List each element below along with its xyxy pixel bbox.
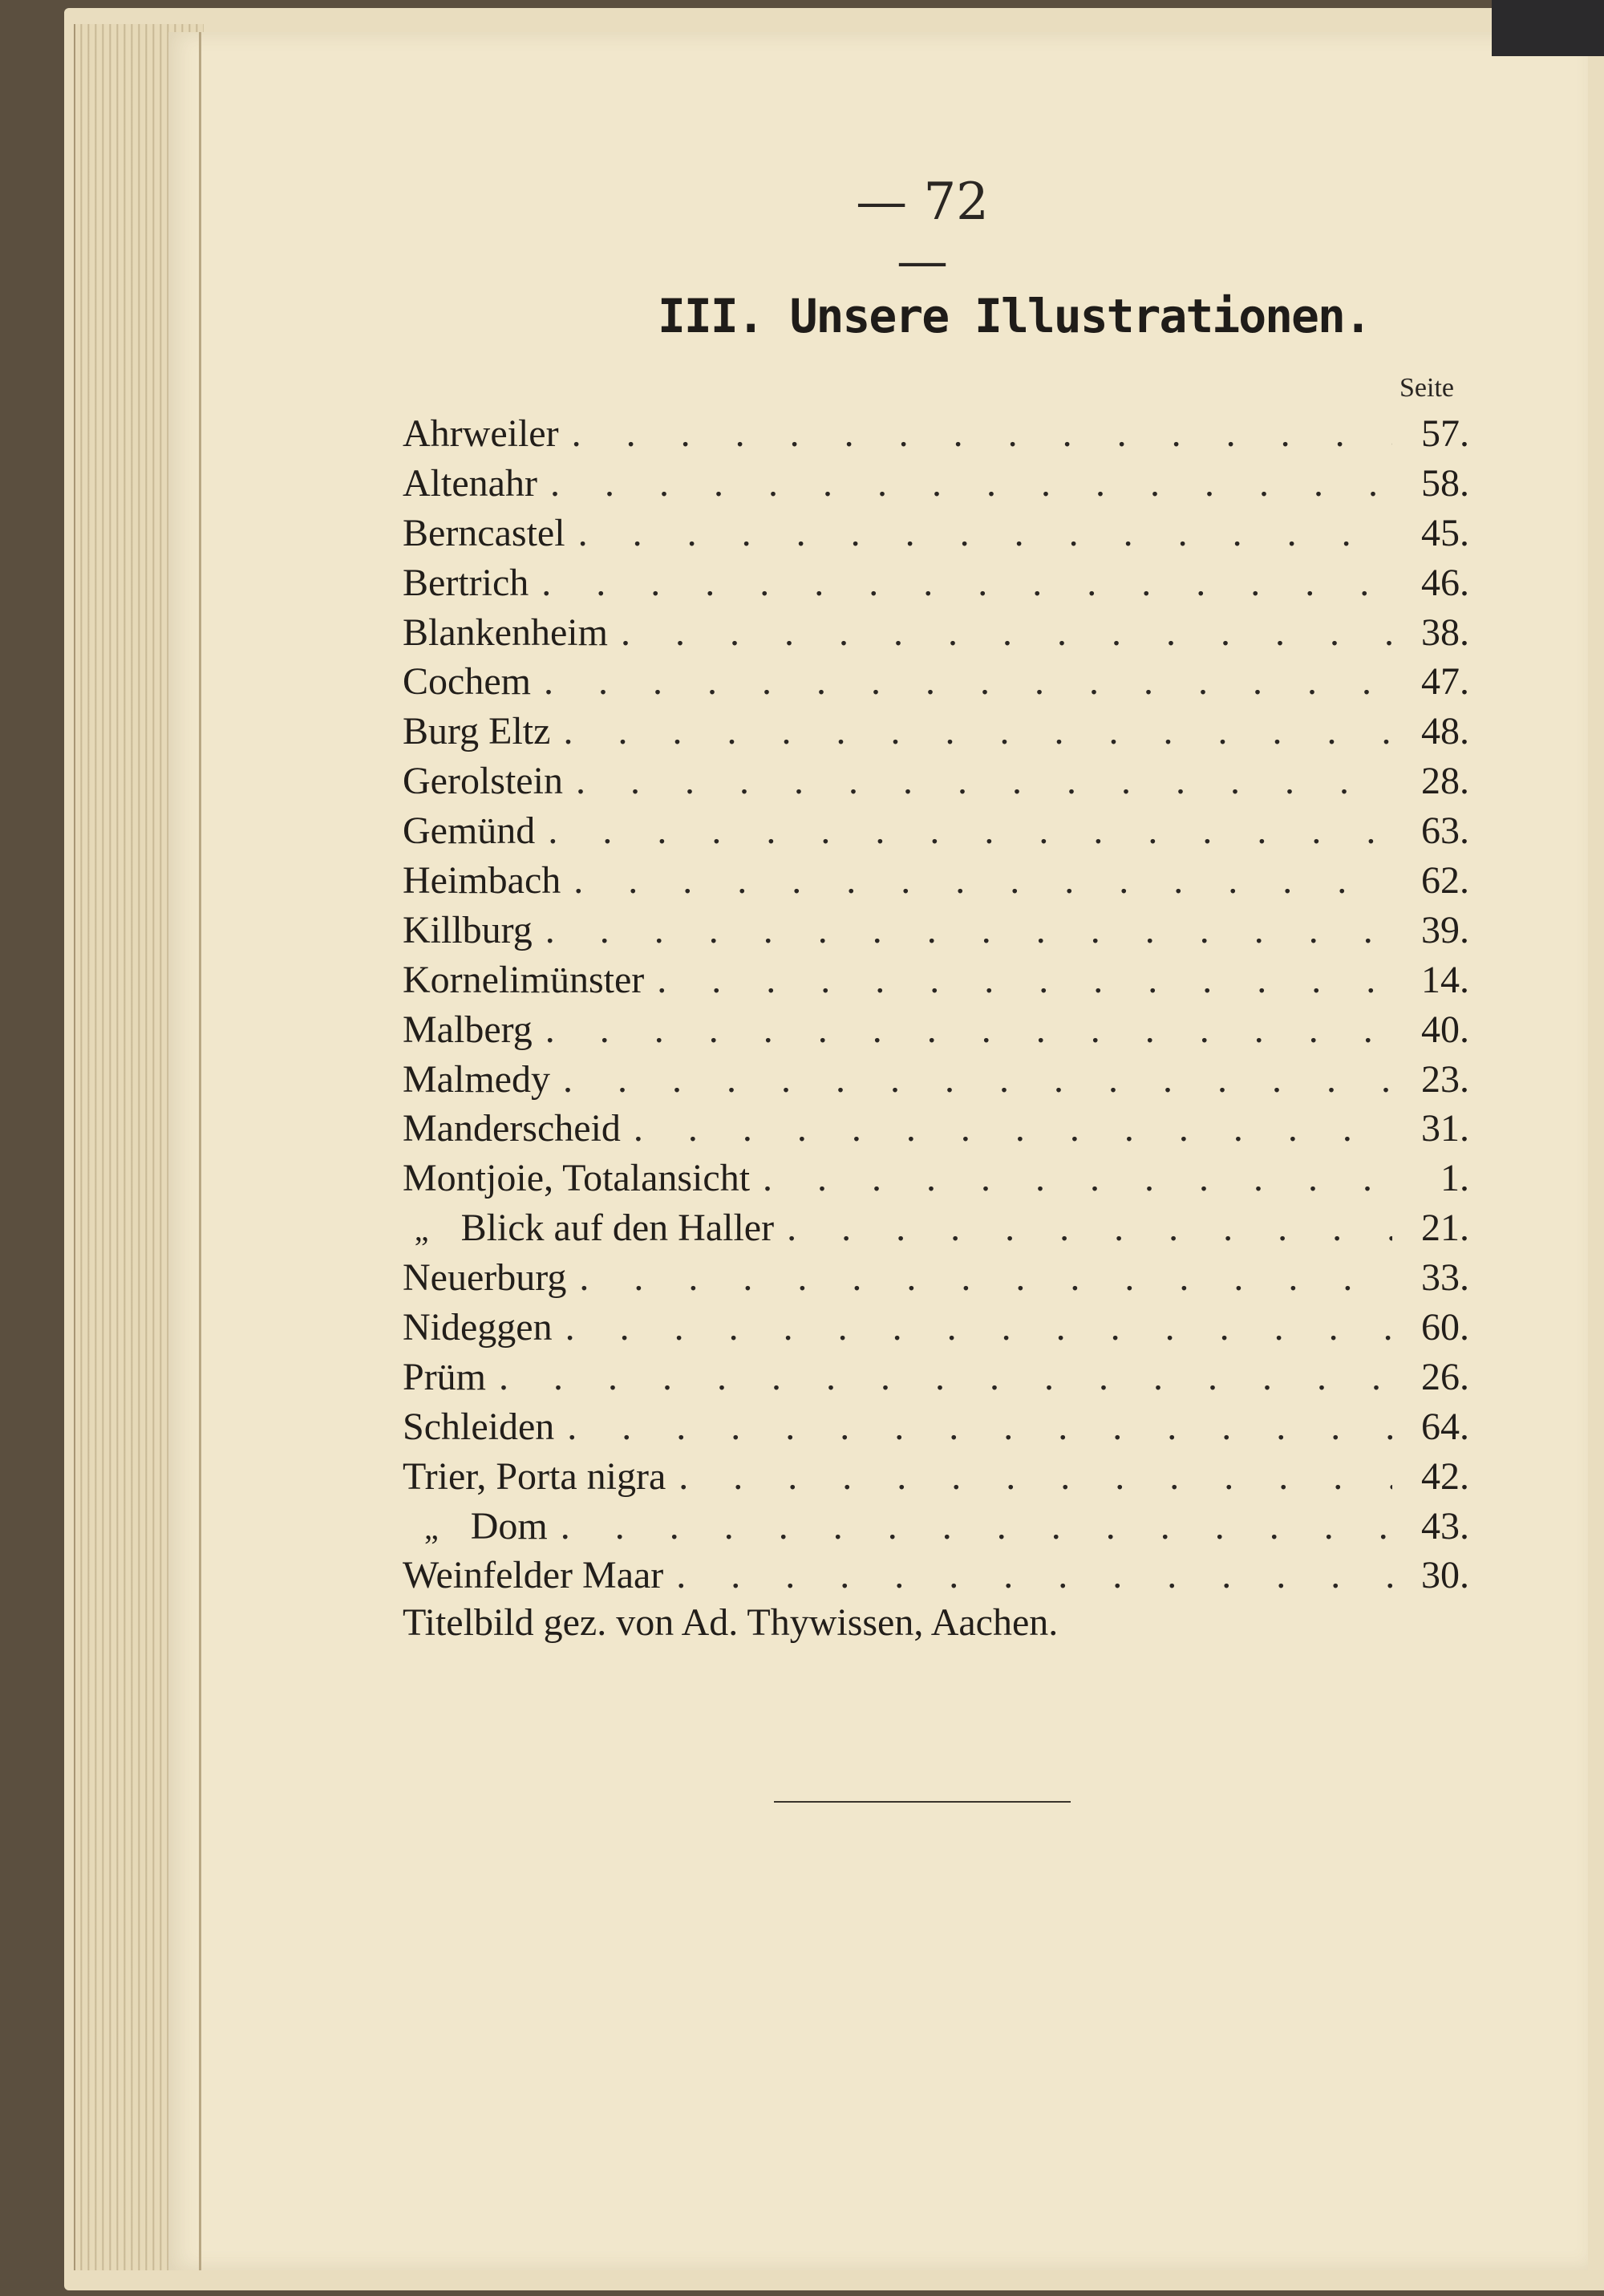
entry-name: Cochem — [403, 660, 531, 704]
entry-name: Kornelimünster — [403, 958, 645, 1001]
leader-dots — [621, 608, 1392, 658]
entry-page-number: 1. — [1440, 1157, 1469, 1200]
entry-name: Dom — [470, 1504, 548, 1548]
entry-name: Ahrweiler — [403, 412, 559, 455]
leader-dots — [787, 1203, 1392, 1253]
leader-dots — [544, 657, 1392, 707]
index-entry — [403, 1005, 1469, 1055]
page-number: — 72 — — [856, 172, 989, 291]
index-entry — [403, 657, 1469, 707]
entry-page-number: 39. — [1421, 908, 1469, 951]
leader-dots — [545, 906, 1392, 955]
entry-page-number: 63. — [1421, 809, 1469, 853]
entry-page-number: 64. — [1421, 1405, 1469, 1448]
index-entry — [403, 459, 1469, 509]
entry-page-number: 43. — [1421, 1504, 1469, 1548]
entry-page-number: 31. — [1421, 1107, 1469, 1150]
entry-name: Nideggen — [403, 1306, 553, 1349]
index-entry — [403, 509, 1469, 558]
index-entry — [403, 906, 1469, 955]
index-entry — [403, 409, 1469, 459]
leader-dots — [545, 1005, 1392, 1055]
leader-dots — [563, 1055, 1392, 1105]
entry-name: Altenahr — [403, 461, 537, 505]
index-entry — [403, 1203, 1469, 1253]
entry-page-number: 23. — [1421, 1057, 1469, 1101]
title-image-credit: Titelbild gez. von Ad. Thywissen, Aachen. — [403, 1601, 1059, 1644]
ditto-mark: „ — [423, 1509, 439, 1546]
illustration-index — [403, 409, 1469, 1600]
entry-page-number: 33. — [1421, 1256, 1469, 1300]
entry-page-number: 40. — [1421, 1008, 1469, 1051]
entry-name: Berncastel — [403, 511, 565, 554]
cover-corner — [1492, 0, 1604, 56]
index-entry — [403, 1253, 1469, 1303]
entry-name: Blankenheim — [403, 611, 608, 654]
ditto-mark: „ — [414, 1211, 429, 1248]
leader-dots — [567, 1402, 1392, 1452]
entry-name: Neuerburg — [403, 1256, 567, 1300]
leader-dots — [573, 856, 1392, 906]
index-entry — [403, 1055, 1469, 1105]
entry-name: Montjoie, Totalansicht — [403, 1157, 751, 1200]
index-entry — [403, 955, 1469, 1005]
leader-dots — [634, 1104, 1392, 1154]
leader-dots — [561, 1502, 1392, 1552]
entry-name: Heimbach — [403, 859, 561, 903]
leader-dots — [499, 1353, 1392, 1402]
index-entry — [403, 1353, 1469, 1402]
entry-name: Schleiden — [403, 1405, 555, 1448]
leader-dots — [576, 757, 1392, 806]
index-entry — [403, 856, 1469, 906]
entry-name: Manderscheid — [403, 1107, 621, 1150]
entry-name: Weinfelder Maar — [403, 1554, 664, 1597]
index-entry — [403, 608, 1469, 658]
gutter-line — [199, 32, 201, 2270]
entry-name: Blick auf den Haller — [460, 1207, 775, 1250]
index-entry — [403, 1551, 1469, 1600]
entry-name: Malberg — [403, 1008, 533, 1051]
leader-dots — [657, 955, 1392, 1005]
entry-page-number: 62. — [1421, 859, 1469, 903]
entry-name: Trier, Porta nigra — [403, 1454, 666, 1498]
entry-page-number: 45. — [1421, 511, 1469, 554]
index-entry — [403, 1154, 1469, 1203]
leader-dots — [578, 509, 1392, 558]
index-entry — [403, 1502, 1469, 1552]
closing-rule — [774, 1801, 1071, 1803]
leader-dots — [572, 409, 1392, 459]
leader-dots — [548, 806, 1392, 856]
leader-dots — [541, 558, 1392, 608]
entry-name: Prüm — [403, 1355, 487, 1398]
page-column-label: Seite — [1399, 373, 1454, 403]
leader-dots — [563, 707, 1392, 757]
entry-name: Gemünd — [403, 809, 536, 853]
leader-dots — [676, 1551, 1392, 1600]
entry-page-number: 57. — [1421, 412, 1469, 455]
entry-page-number: 30. — [1421, 1554, 1469, 1597]
entry-page-number: 58. — [1421, 461, 1469, 505]
entry-page-number: 46. — [1421, 561, 1469, 604]
entry-name: Bertrich — [403, 561, 529, 604]
index-entry — [403, 1104, 1469, 1154]
entry-page-number: 21. — [1421, 1207, 1469, 1250]
entry-name: Killburg — [403, 908, 533, 951]
section-heading: III. Unsere Illustrationen. — [658, 289, 1371, 343]
index-entry — [403, 1452, 1469, 1502]
entry-page-number: 26. — [1421, 1355, 1469, 1398]
entry-page-number: 42. — [1421, 1454, 1469, 1498]
entry-page-number: 28. — [1421, 760, 1469, 803]
index-entry — [403, 757, 1469, 806]
leader-dots — [550, 459, 1392, 509]
entry-page-number: 38. — [1421, 611, 1469, 654]
leader-dots — [678, 1452, 1392, 1502]
entry-page-number: 60. — [1421, 1306, 1469, 1349]
entry-page-number: 48. — [1421, 710, 1469, 753]
entry-page-number: 14. — [1421, 958, 1469, 1001]
index-entry — [403, 558, 1469, 608]
leader-dots — [565, 1303, 1392, 1353]
entry-name: Malmedy — [403, 1057, 550, 1101]
leader-dots — [579, 1253, 1392, 1303]
entry-page-number: 47. — [1421, 660, 1469, 704]
index-entry — [403, 707, 1469, 757]
index-entry — [403, 806, 1469, 856]
index-entry — [403, 1303, 1469, 1353]
entry-name: Burg Eltz — [403, 710, 551, 753]
entry-name: Gerolstein — [403, 760, 563, 803]
index-entry — [403, 1402, 1469, 1452]
leader-dots — [763, 1154, 1392, 1203]
